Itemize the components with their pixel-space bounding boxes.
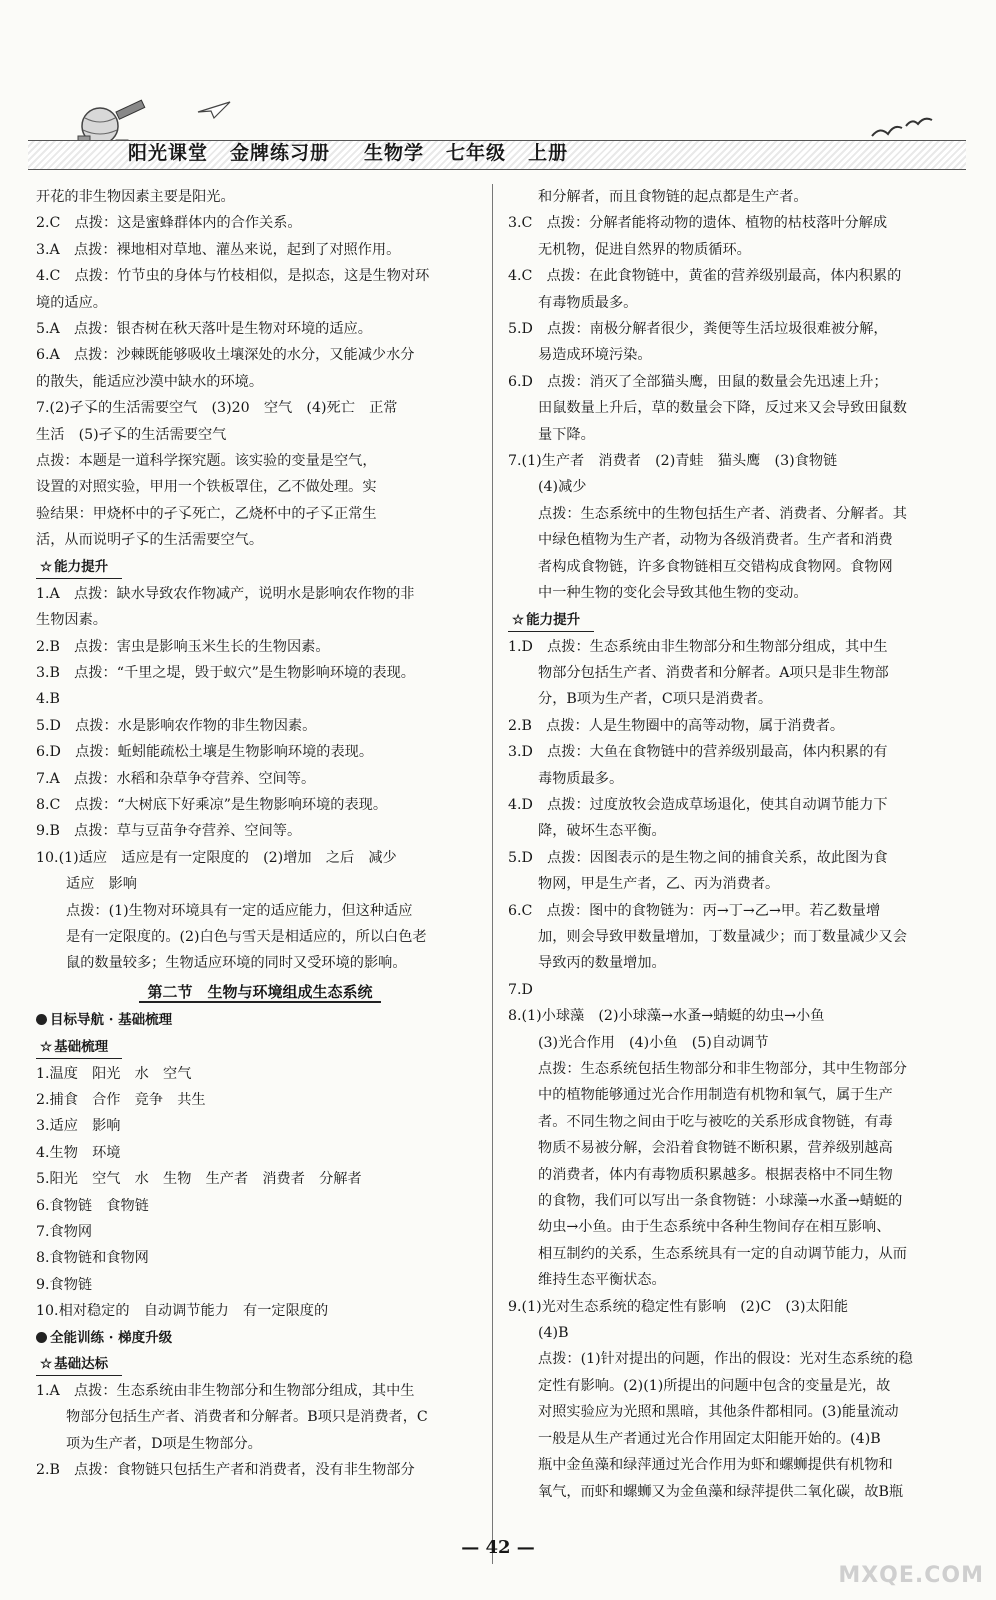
answer-line: 无机物，促进自然界的物质循环。 (538, 241, 751, 258)
answer-line: 4.D 点拨：过度放牧会造成草场退化，使其自动调节能力下 (508, 796, 888, 813)
answer-line: 点拨：生态系统包括生物部分和非生物部分，其中生物部分 (538, 1061, 907, 1077)
answer-line: 6.D 点拨：消灭了全部猫头鹰，田鼠的数量会先迅速上升； (508, 373, 888, 390)
answer-line: 1.A 点拨：缺水导致农作物减产，说明水是影响农作物的非 (36, 585, 415, 602)
answer-line: 点拨：(1)生物对环境具有一定的适应能力，但这种适应 (66, 902, 413, 919)
answer-line: 7.D (508, 981, 533, 998)
paper-plane-icon (196, 100, 232, 120)
answer-line: 8.C 点拨：“大树底下好乘凉”是生物影响环境的表现。 (36, 796, 388, 813)
answer-line: 和分解者，而且食物链的起点都是生产者。 (538, 189, 808, 205)
answer-line: 相互制约的关系，生态系统具有一定的自动调节能力，从而 (538, 1245, 907, 1262)
star-icon: ☆ (512, 611, 525, 628)
answer-line: 导致丙的数量增加。 (538, 955, 666, 972)
answer-line: 9.B 点拨：草与豆苗争夺营养、空间等。 (36, 823, 302, 840)
answer-line: 5.D 点拨：水是影响农作物的非生物因素。 (36, 717, 317, 734)
answer-line: (3)光合作用 (4)小鱼 (5)自动调节 (538, 1034, 769, 1051)
answer-line: 适应 影响 (66, 876, 137, 893)
answer-line: 5.阳光 空气 水 生物 生产者 消费者 分解者 (36, 1171, 362, 1188)
chapter-heading-text: 第二节 生物与环境组成生态系统 (139, 983, 380, 1003)
answer-line: 瓶中金鱼藻和绿萍通过光合作用为虾和螺蛳提供有机物和 (538, 1457, 893, 1474)
section-title: 基础达标 (54, 1356, 109, 1373)
answer-line: 生活 (5)孑孓的生活需要空气 (36, 426, 227, 443)
star-icon: ☆ (40, 1038, 53, 1055)
answer-line: 物质不易被分解，会沿着食物链不断积累，营养级别越高 (538, 1140, 893, 1157)
answer-line: 4.B (36, 691, 60, 708)
answer-line: 物网，甲是生产者，乙、丙为消费者。 (538, 876, 780, 893)
chapter-heading (36, 979, 484, 1005)
answer-line: 幼虫→小鱼。由于生态系统中各种生物间存在相互影响、 (538, 1219, 891, 1236)
answer-line: 物部分包括生产者、消费者和分解者。B项只是消费者，C (66, 1409, 428, 1426)
section-tag (508, 609, 594, 632)
answer-line: 降，破坏生态平衡。 (538, 823, 666, 840)
page-number: — 42 — (461, 1537, 535, 1558)
bullet-icon (36, 1014, 47, 1025)
answer-line: 8.(1)小球藻 (2)小球藻→水蚤→蜻蜓的幼虫→小鱼 (508, 1008, 825, 1025)
answer-line: 田鼠数量上升后，草的数量会下降，反过来又会导致田鼠数 (538, 400, 907, 417)
answer-line: 4.C 点拨：在此食物链中，黄雀的营养级别最高，体内积累的 (508, 268, 902, 285)
answer-line: 开花的非生物因素主要是阳光。 (36, 189, 235, 205)
answer-line: 加，则会导致甲数量增加，丁数量减少；而丁数量减少又会 (538, 928, 907, 945)
answer-line: 有毒物质最多。 (538, 294, 638, 311)
section-tag (36, 1036, 122, 1059)
subject-name: 生物学 (364, 142, 425, 164)
page-header (28, 122, 966, 174)
answer-line: 量下降。 (538, 426, 595, 443)
column-divider (492, 184, 493, 1564)
section-label (36, 1351, 484, 1378)
answer-line: 1.温度 阳光 水 空气 (36, 1065, 192, 1082)
section-tag (36, 1353, 122, 1376)
book-name: 阳光课堂 (128, 142, 209, 164)
volume-name: 上册 (528, 142, 569, 164)
answer-line: 毒物质最多。 (538, 770, 624, 787)
grade-name: 七年级 (446, 142, 507, 164)
answer-line: 3.B 点拨：“千里之堤，毁于蚁穴”是生物影响环境的表现。 (36, 664, 415, 681)
answer-line: 5.A 点拨：银杏树在秋天落叶是生物对环境的适应。 (36, 321, 372, 338)
answer-line: 7.A 点拨：水稻和杂草争夺营养、空间等。 (36, 770, 316, 787)
answer-line: (4)B (538, 1325, 569, 1342)
answer-line: 3.适应 影响 (36, 1118, 121, 1135)
bullet-icon (36, 1332, 47, 1343)
answer-line: 易造成环境污染。 (538, 347, 652, 364)
answer-line: 的消费者，体内有毒物质积累越多。根据表格中不同生物 (538, 1166, 893, 1183)
answer-line: 2.B 点拨：人是生物圈中的高等动物，属于消费者。 (508, 717, 845, 734)
answer-line: 生物因素。 (36, 612, 107, 629)
module-heading (36, 1325, 484, 1351)
answer-line: 的散失，能适应沙漠中缺水的环境。 (36, 373, 264, 390)
answer-line: 3.A 点拨：裸地相对草地、灌丛来说，起到了对照作用。 (36, 241, 401, 258)
answer-line: 7.食物网 (36, 1224, 93, 1241)
section-label (36, 1034, 484, 1061)
watermark-logo (794, 1520, 984, 1592)
answer-line: 6.食物链 食物链 (36, 1197, 149, 1214)
answer-line: 2.B 点拨：食物链只包括生产者和消费者，没有非生物部分 (36, 1462, 415, 1479)
answer-line: 2.B 点拨：害虫是影响玉米生长的生物因素。 (36, 638, 330, 655)
answer-line: 鼠的数量较多；生物适应环境的同时又受环境的影响。 (66, 955, 407, 972)
answer-line: 点拨：(1)针对提出的问题，作出的假设：光对生态系统的稳 (538, 1351, 913, 1368)
answer-line: 物部分包括生产者、消费者和分解者。A项只是非生物部 (538, 664, 889, 681)
answer-line: 定性有影响。(2)(1)所提出的问题中包含的变量是光，故 (538, 1377, 891, 1394)
answer-line: 1.D 点拨：生态系统由非生物部分和生物部分组成，其中生 (508, 638, 888, 655)
answer-line: 3.C 点拨：分解者能将动物的遗体、植物的枯枝落叶分解成 (508, 215, 888, 232)
answer-line: 4.生物 环境 (36, 1144, 121, 1161)
answer-line: 2.C 点拨：这是蜜蜂群体内的合作关系。 (36, 215, 302, 232)
section-title: 能力提升 (54, 558, 109, 575)
answer-line: (4)减少 (538, 479, 587, 496)
answer-line: 项为生产者，D项是生物部分。 (66, 1435, 262, 1452)
answer-line: 活，从而说明孑孓的生活需要空气。 (36, 532, 264, 549)
answer-line: 分，B项为生产者，C项只是消费者。 (538, 691, 773, 708)
answer-line: 9.(1)光对生态系统的稳定性有影响 (2)C (3)太阳能 (508, 1298, 849, 1315)
answer-line: 5.D 点拨：因图表示的是生物之间的捕食关系，故此图为食 (508, 849, 888, 866)
answer-line: 6.A 点拨：沙棘既能够吸收土壤深处的水分，又能减少水分 (36, 347, 415, 364)
answer-line: 点拨：本题是一道科学探究题。该实验的变量是空气， (36, 453, 377, 470)
answer-line: 3.D 点拨：大鱼在食物链中的营养级别最高，体内积累的有 (508, 744, 888, 761)
answer-line: 4.C 点拨：竹节虫的身体与竹枝相似，是拟态，这是生物对环 (36, 268, 430, 285)
answer-line: 中绿色植物为生产者，动物为各级消费者。生产者和消费 (538, 532, 893, 549)
module-heading (36, 1007, 484, 1033)
answer-line: 9.食物链 (36, 1276, 93, 1293)
section-title: 基础梳理 (54, 1038, 109, 1055)
answer-line: 一般是从生产者通过光合作用固定太阳能开始的。(4)B (538, 1430, 881, 1447)
module-heading-text: 目标导航 · 基础梳理 (50, 1012, 173, 1029)
answer-line: 境的适应。 (36, 294, 107, 311)
answer-line: 维持生态平衡状态。 (538, 1272, 666, 1289)
watermark-text: MXQE.COM (838, 1563, 984, 1588)
section-label (508, 607, 954, 634)
answer-line: 8.食物链和食物网 (36, 1250, 149, 1267)
section-tag (36, 556, 122, 579)
answer-line: 设置的对照实验，甲用一个铁板罩住，乙不做处理。实 (36, 479, 377, 496)
star-icon: ☆ (40, 1356, 53, 1373)
answer-line: 中一种生物的变化会导致其他生物的变动。 (538, 585, 808, 602)
answer-line: 2.捕食 合作 竞争 共生 (36, 1092, 206, 1108)
left-column (36, 184, 484, 1484)
series-name: 金牌练习册 (230, 142, 331, 164)
answer-line: 10.相对稳定的 自动调节能力 有一定限度的 (36, 1303, 329, 1320)
answer-line: 点拨：生态系统中的生物包括生产者、消费者、分解者。其 (538, 505, 907, 522)
section-label (36, 554, 484, 581)
header-title (128, 138, 590, 165)
answer-line: 对照实验应为光照和黑暗，其他条件都相同。(3)能量流动 (538, 1404, 899, 1421)
answer-line: 7.(2)孑孓的生活需要空气 (3)20 空气 (4)死亡 正常 (36, 400, 398, 417)
answer-line: 中的植物能够通过光合作用制造有机物和氧气，属于生产 (538, 1087, 893, 1104)
module-heading-text: 全能训练 · 梯度升级 (50, 1329, 173, 1346)
answer-line: 验结果：甲烧杯中的孑孓死亡，乙烧杯中的孑孓正常生 (36, 505, 377, 522)
answer-line: 的食物，我们可以写出一条食物链：小球藻→水蚤→蜻蜓的 (538, 1193, 903, 1210)
answer-line: 7.(1)生产者 消费者 (2)青蛙 猫头鹰 (3)食物链 (508, 453, 838, 470)
answer-line: 氧气，而虾和螺蛳又为金鱼藻和绿萍提供二氧化碳，故B瓶 (538, 1483, 904, 1500)
answer-line: 6.D 点拨：蚯蚓能疏松土壤是生物影响环境的表现。 (36, 744, 374, 761)
section-title: 能力提升 (526, 611, 581, 628)
answer-line: 是有一定限度的。(2)白色与雪天是相适应的，所以白色老 (66, 928, 427, 945)
answer-line: 6.C 点拨：图中的食物链为：丙→丁→乙→甲。若乙数量增 (508, 902, 881, 919)
answer-line: 者。不同生物之间由于吃与被吃的关系形成食物链，有毒 (538, 1113, 893, 1130)
birds-icon (868, 116, 938, 146)
answer-line: 10.(1)适应 适应是有一定限度的 (2)增加 之后 减少 (36, 849, 397, 866)
answer-line: 1.A 点拨：生态系统由非生物部分和生物部分组成，其中生 (36, 1383, 415, 1400)
answer-line: 5.D 点拨：南极分解者很少，粪便等生活垃圾很难被分解， (508, 321, 888, 338)
right-column (508, 184, 954, 1505)
answer-line: 者构成食物链，许多食物链相互交错构成食物网。食物网 (538, 558, 893, 575)
star-icon: ☆ (40, 558, 53, 575)
